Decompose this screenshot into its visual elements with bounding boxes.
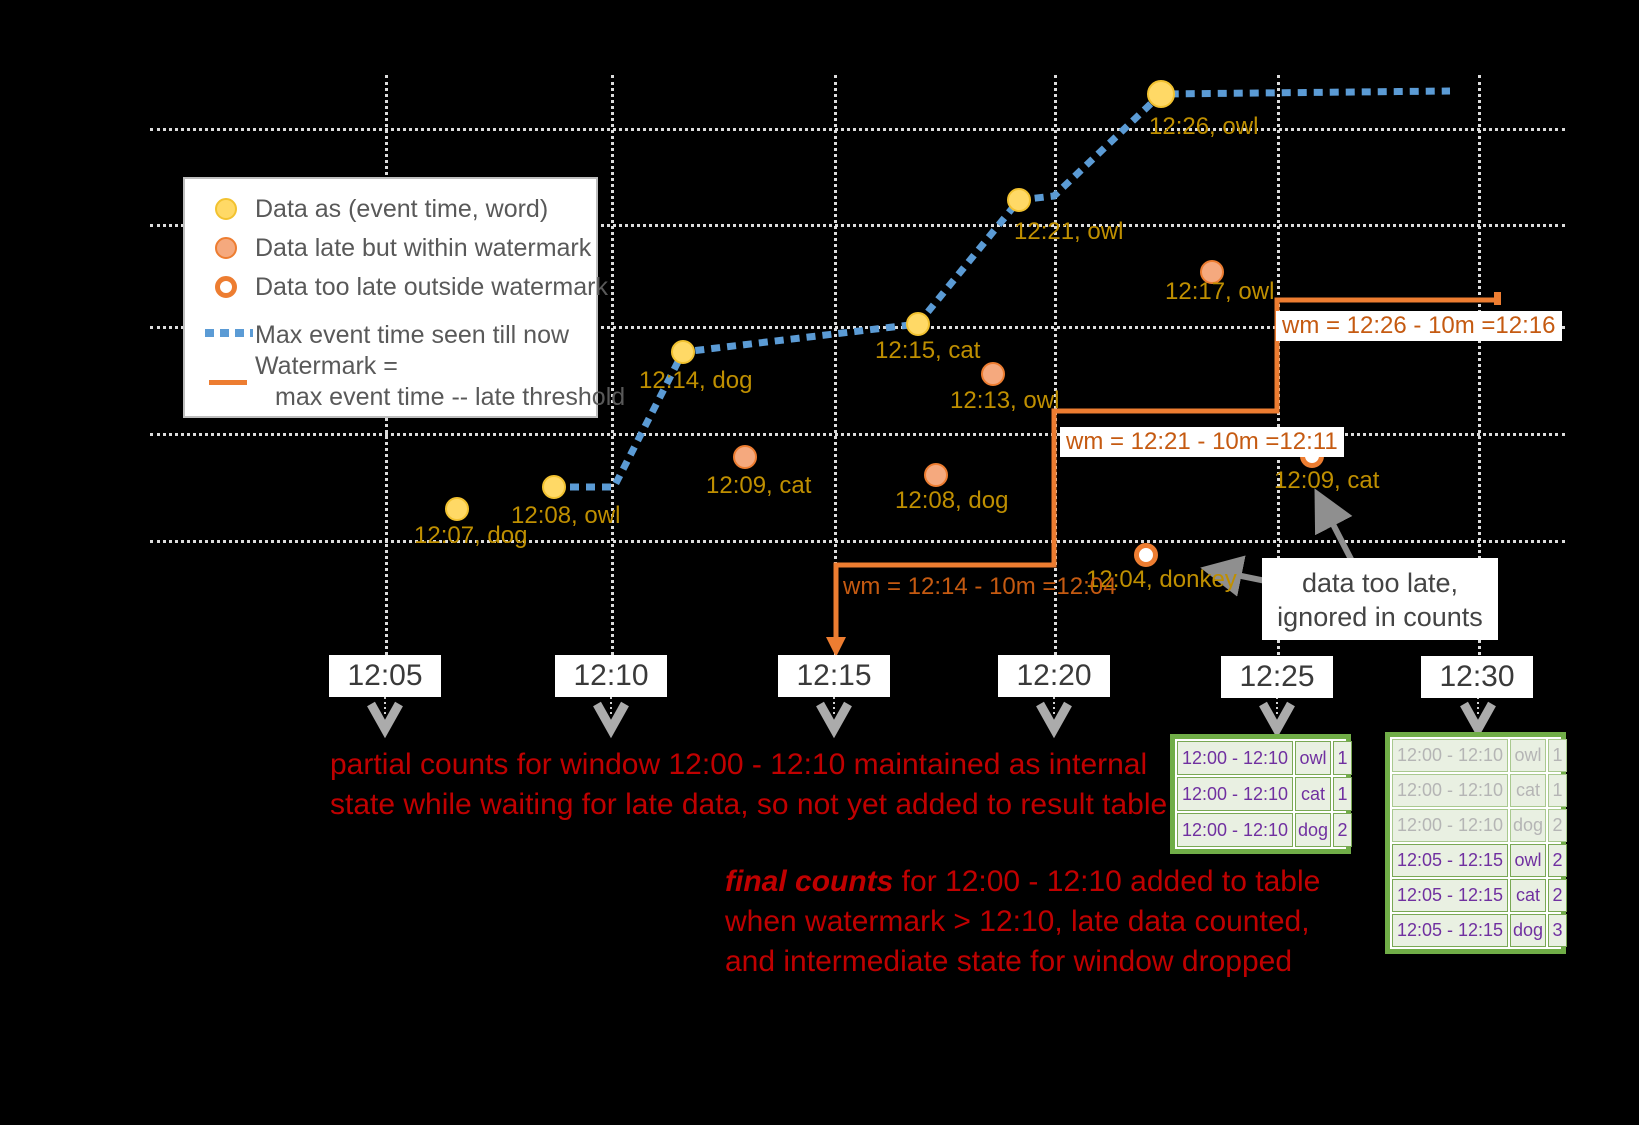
point-label: 12:09, cat bbox=[1274, 467, 1380, 494]
cell-window: 12:00 - 12:10 bbox=[1392, 774, 1508, 807]
x-axis-label-12-25: 12:25 bbox=[1221, 656, 1333, 698]
final-counts-line2: when watermark > 12:10, late data counted, bbox=[725, 905, 1310, 938]
blue-dashed-line-icon bbox=[205, 329, 253, 337]
open-dot-icon bbox=[215, 276, 237, 298]
point-dot-12-08-owl bbox=[542, 475, 566, 499]
cell-window: 12:00 - 12:10 bbox=[1177, 777, 1293, 811]
point-label: 12:09, cat bbox=[706, 472, 812, 499]
point-label: 12:15, cat bbox=[875, 337, 981, 364]
watermark-annotation-2: wm = 12:21 - 10m =12:11 bbox=[1060, 427, 1344, 457]
table-row bbox=[1392, 844, 1563, 877]
cell-count: 2 bbox=[1333, 813, 1352, 847]
final-counts-line3: and intermediate state for window dropped bbox=[725, 945, 1293, 978]
point-dot-12-08-dog bbox=[924, 463, 948, 487]
point-label: 12:08, owl bbox=[511, 502, 621, 529]
table-row bbox=[1177, 813, 1348, 847]
cell-count: 2 bbox=[1548, 879, 1567, 912]
cell-window: 12:05 - 12:15 bbox=[1392, 844, 1508, 877]
partial-counts-line2: state while waiting for late data, so not yet added to result table bbox=[330, 788, 1168, 821]
cell-count: 2 bbox=[1548, 844, 1567, 877]
x-axis-label-12-05: 12:05 bbox=[329, 655, 441, 697]
cell-word: dog bbox=[1510, 914, 1546, 947]
point-label: 12:21, owl bbox=[1014, 218, 1124, 245]
axis-arrow-stubs bbox=[385, 697, 1478, 716]
point-dot-12-04-donkey bbox=[1134, 543, 1158, 567]
yellow-dot-icon bbox=[215, 198, 237, 220]
x-axis-label-12-30: 12:30 bbox=[1421, 656, 1533, 698]
legend-label: Data as (event time, word) bbox=[255, 195, 549, 223]
cell-count: 1 bbox=[1548, 774, 1567, 807]
table-row bbox=[1392, 739, 1563, 772]
final-counts-line1-rest: for 12:00 - 12:10 added to table bbox=[893, 865, 1321, 898]
legend-label: max event time -- late threshold bbox=[275, 383, 626, 411]
point-dot-12-13-owl bbox=[981, 362, 1005, 386]
cell-window: 12:05 - 12:15 bbox=[1392, 914, 1508, 947]
final-counts-line1 bbox=[725, 862, 1321, 902]
cell-window: 12:00 - 12:10 bbox=[1177, 741, 1293, 775]
cell-window: 12:00 - 12:10 bbox=[1392, 739, 1508, 772]
x-axis-label-12-15: 12:15 bbox=[778, 655, 890, 697]
point-dot-12-07-dog bbox=[445, 497, 469, 521]
cell-word: cat bbox=[1295, 777, 1331, 811]
too-late-callout bbox=[1262, 558, 1498, 640]
cell-count: 1 bbox=[1333, 777, 1352, 811]
legend-label: Max event time seen till now bbox=[255, 321, 570, 349]
point-dot-12-14-dog bbox=[671, 340, 695, 364]
point-dot-12-15-cat bbox=[906, 312, 930, 336]
cell-count: 3 bbox=[1548, 914, 1567, 947]
axis-arrows bbox=[371, 704, 1492, 729]
salmon-dot-icon bbox=[215, 237, 237, 259]
result-table-12-30 bbox=[1385, 732, 1566, 954]
point-dot-12-26-owl bbox=[1147, 80, 1175, 108]
point-label: 12:07, dog bbox=[414, 522, 528, 549]
cell-word: dog bbox=[1295, 813, 1331, 847]
result-table-12-25 bbox=[1170, 734, 1351, 854]
watermark-annotation-3: wm = 12:26 - 10m =12:16 bbox=[1276, 311, 1562, 341]
too-late-callout-line2: ignored in counts bbox=[1277, 602, 1483, 632]
partial-counts-line1: partial counts for window 12:00 - 12:10 maintained as internal bbox=[330, 748, 1148, 781]
point-label: 12:08, dog bbox=[895, 487, 1009, 514]
cell-window: 12:00 - 12:10 bbox=[1177, 813, 1293, 847]
table-row bbox=[1392, 914, 1563, 947]
too-late-arrow-to-cat bbox=[1320, 499, 1353, 563]
orange-line-icon bbox=[209, 380, 247, 385]
point-dot-12-09-cat bbox=[733, 445, 757, 469]
point-label: 12:17, owl bbox=[1165, 278, 1275, 305]
partial-counts-note bbox=[330, 745, 1168, 825]
final-counts-note bbox=[725, 862, 1321, 982]
cell-word: owl bbox=[1510, 739, 1546, 772]
point-label: 12:13, owl bbox=[950, 387, 1060, 414]
point-label: 12:04, donkey bbox=[1086, 566, 1237, 593]
legend-label: Data late but within watermark bbox=[255, 234, 592, 262]
cell-word: cat bbox=[1510, 774, 1546, 807]
table-row bbox=[1392, 774, 1563, 807]
final-counts-emphasis: final counts bbox=[725, 865, 894, 898]
x-axis-label-12-10: 12:10 bbox=[555, 655, 667, 697]
point-label: 12:14, dog bbox=[639, 367, 753, 394]
table-row bbox=[1392, 879, 1563, 912]
cell-word: dog bbox=[1510, 809, 1546, 842]
too-late-callout-line1: data too late, bbox=[1301, 568, 1459, 598]
cell-count: 1 bbox=[1548, 739, 1567, 772]
watermark-annotation-1: wm = 12:14 - 10m =12:04 bbox=[843, 573, 1117, 600]
cell-count: 2 bbox=[1548, 809, 1567, 842]
legend-label: Data too late outside watermark bbox=[255, 273, 608, 301]
cell-window: 12:00 - 12:10 bbox=[1392, 809, 1508, 842]
legend bbox=[183, 177, 626, 418]
point-dot-12-21-owl bbox=[1007, 188, 1031, 212]
point-label: 12:26, owl bbox=[1149, 113, 1259, 140]
watermark-line-endcap bbox=[1494, 292, 1501, 305]
legend-label: Watermark = bbox=[255, 352, 398, 380]
cell-word: owl bbox=[1295, 741, 1331, 775]
cell-window: 12:05 - 12:15 bbox=[1392, 879, 1508, 912]
cell-word: owl bbox=[1510, 844, 1546, 877]
watermark-arrowhead-icon bbox=[826, 637, 846, 657]
table-row bbox=[1177, 741, 1348, 775]
table-row bbox=[1177, 777, 1348, 811]
x-axis-label-12-20: 12:20 bbox=[998, 655, 1110, 697]
cell-count: 1 bbox=[1333, 741, 1352, 775]
cell-word: cat bbox=[1510, 879, 1546, 912]
table-row bbox=[1392, 809, 1563, 842]
